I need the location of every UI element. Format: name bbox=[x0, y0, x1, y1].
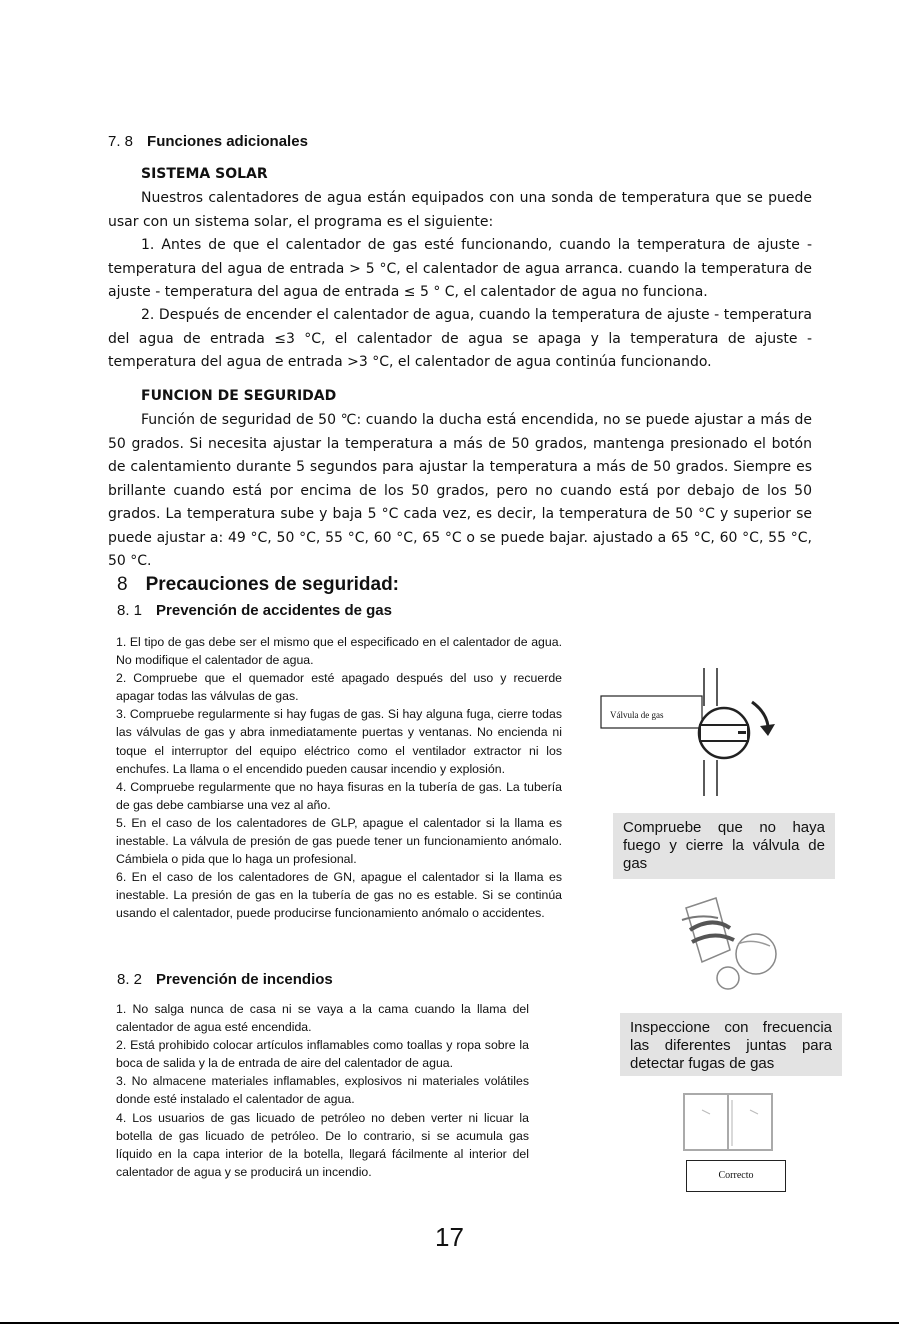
safety-function-heading: FUNCION DE SEGURIDAD bbox=[141, 388, 337, 404]
section-8-2-heading bbox=[117, 971, 333, 988]
list-item: 4. Compruebe regularmente que no haya fisuras en la tubería de gas. La tubería de gas debe cambiarse una vez al año. bbox=[116, 779, 562, 812]
list-item: 1. El tipo de gas debe ser el mismo que el especificado en el calentador de agua. No modifique el calentador de agua. bbox=[116, 635, 562, 668]
fire-prevention-list bbox=[116, 1000, 529, 1181]
solar-system-heading: SISTEMA SOLAR bbox=[141, 166, 268, 182]
section-number: 7. 8 bbox=[108, 133, 134, 150]
gas-valve-illustration bbox=[600, 668, 790, 803]
pipe-joint-illustration bbox=[668, 890, 798, 1005]
list-item: 3. No almacene materiales inflamables, explosivos ni materiales volátiles donde esté instalado el calentador de agua. bbox=[116, 1074, 529, 1107]
list-item: 6. En el caso de los calentadores de GN, apague el calentador si la llama es inestable. La presión de gas en la tubería de gas no es estable. Si se continúa usando el calentador, puede producirse funcionamiento anómalo o accidentes. bbox=[116, 870, 562, 921]
valve-label: Válvula de gas bbox=[610, 710, 664, 720]
section-8-1-heading bbox=[117, 602, 392, 619]
section-7-8-heading bbox=[108, 133, 308, 150]
list-item: 4. Los usuarios de gas licuado de petróleo no deben verter ni licuar la botella de gas licuado de petróleo. De lo contrario, si se acumula gas líquido en la capa interior de la botella, llegará fácilmente al interior del calentador de agua y se producirá un incendio. bbox=[116, 1110, 529, 1179]
section-title: Prevención de accidentes de gas bbox=[156, 602, 392, 619]
appliance-illustration bbox=[680, 1090, 776, 1159]
joints-caption: Inspeccione con frecuencia las diferentes juntas para detectar fugas de gas bbox=[620, 1013, 842, 1076]
list-item: 1. No salga nunca de casa ni se vaya a la cama cuando la llama del calentador de agua esté encendida. bbox=[116, 1002, 529, 1035]
section-number: 8. 1 bbox=[117, 602, 143, 619]
section-8-heading bbox=[117, 574, 399, 596]
section-number: 8. 2 bbox=[117, 971, 143, 988]
valve-caption: Compruebe que no haya fuego y cierre la válvula de gas bbox=[613, 813, 835, 879]
list-item: 5. En el caso de los calentadores de GLP, apague el calentador si la llama es inestable. La válvula de presión de gas puede tener un funcionamiento anómalo. Cámbiela o pida que lo haga un profesional. bbox=[116, 815, 562, 867]
solar-paragraph-3: 2. Después de encender el calentador de agua, cuando la temperatura de ajuste - temperatura del agua de entrada ≤3 °C, el calentador de agua se apaga y la temperatura de ajuste - temperatura del agua de entrada >3 °C, el calentador de agua continúa funcionando. bbox=[108, 307, 812, 370]
section-number: 8 bbox=[117, 574, 128, 595]
correct-label: Correcto bbox=[686, 1160, 786, 1192]
list-item: 2. Está prohibido colocar artículos inflamables como toallas y ropa sobre la boca de salida y la de entrada de aire del calentador de agua. bbox=[116, 1038, 529, 1071]
section-title: Precauciones de seguridad: bbox=[145, 574, 399, 595]
gas-accident-list bbox=[116, 633, 562, 923]
solar-paragraph-1: Nuestros calentadores de agua están equipados con una sonda de temperatura que se puede usar con un sistema solar, el programa es el siguiente: bbox=[108, 190, 812, 230]
safety-paragraph: Función de seguridad de 50 ℃: cuando la ducha está encendida, no se puede ajustar a más de 50 grados. Si necesita ajustar la temperatura a más de 50 grados, mantenga presionado el botón de calentamiento durante 5 segundos para ajustar la temperatura a más de 50 grados. Siempre es brillante cuando está por encima de los 50 grados, pero no cuando está por debajo de los 50 grados. La temperatura sube y baja 5 °C cada vez, es decir, la temperatura de 50 °C y superior se puede ajustar a: 49 °C, 50 °C, 55 °C, 60 °C, 65 °C o se puede bajar. ajustado a 65 °C, 60 °C, 55 °C, 50 °C. bbox=[108, 412, 812, 569]
section-title: Prevención de incendios bbox=[156, 971, 333, 988]
solar-paragraph-2: 1. Antes de que el calentador de gas esté funcionando, cuando la temperatura de ajuste - temperatura del agua de entrada > 5 °C, el calentador de agua arranca. cuando la temperatura de ajuste - temperatura del agua de entrada ≤ 5 ° C, el calentador de agua no funciona. bbox=[108, 237, 812, 300]
list-item: 3. Compruebe regularmente si hay fugas de gas. Si hay alguna fuga, cierre todas las válvulas de gas y abra inmediatamente puertas y ventanas. No encienda ni toque el interruptor del equipo eléctrico como el ventilador extractor ni los enchufes. La llama o el encendido pueden causar incendio y explosión. bbox=[116, 707, 562, 776]
list-item: 2. Compruebe que el quemador esté apagado después del uso y recuerde apagar todas las válvulas de gas. bbox=[116, 671, 562, 704]
page-number: 17 bbox=[435, 1222, 464, 1252]
section-title: Funciones adicionales bbox=[147, 133, 308, 150]
